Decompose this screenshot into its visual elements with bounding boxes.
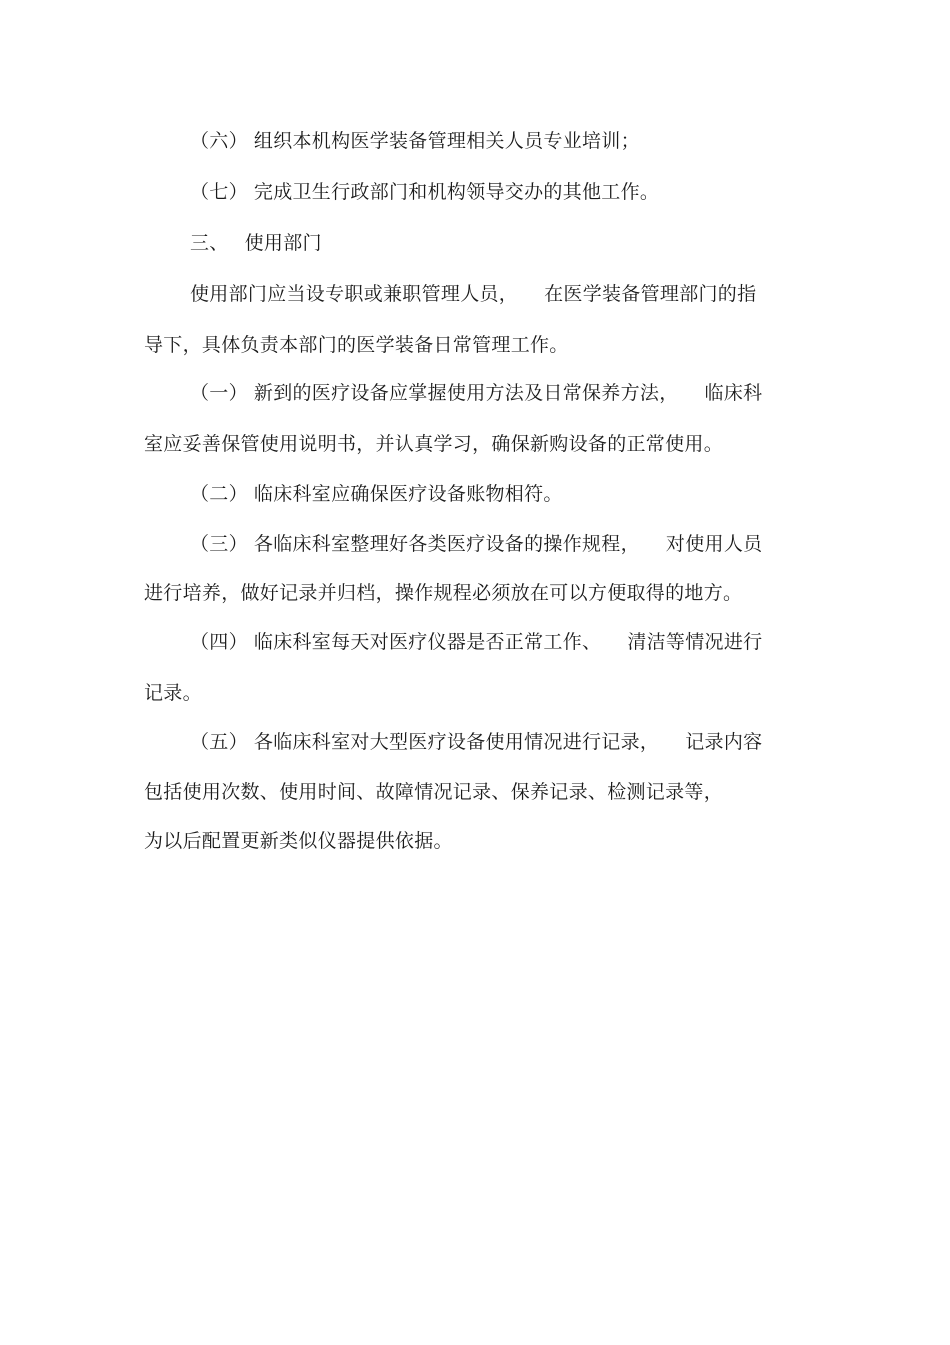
list-item-3-line-2: [144, 580, 742, 606]
item-text: 临床科室应确保医疗设备账物相符。: [253, 483, 563, 505]
item-marker: （二）: [190, 483, 248, 505]
item-marker: （七）: [190, 181, 248, 203]
item-marker: （五）: [190, 731, 248, 753]
item-text: 完成卫生行政部门和机构领导交办的其他工作。: [253, 181, 660, 203]
item-text-line2: 记录。: [144, 682, 202, 704]
list-item-3: [190, 531, 762, 557]
list-item-5: [190, 729, 762, 755]
list-item-4: [190, 629, 762, 655]
item-text-line3: 为以后配置更新类似仪器提供依据。: [144, 830, 453, 852]
item-text-cont: 记录内容: [685, 731, 763, 753]
intro-text-b: 在医学装备管理部门的指: [544, 283, 757, 305]
item-text-cont: 临床科: [704, 382, 763, 404]
item-text: 组织本机构医学装备管理相关人员专业培训；: [253, 130, 640, 152]
item-text-line2: 进行培养，做好记录并归档，操作规程必须放在可以方便取得的地方。: [144, 582, 743, 604]
item-text: 临床科室每天对医疗仪器是否正常工作、: [253, 631, 602, 653]
list-item-5-line-2: [144, 779, 723, 805]
list-item-1-line-2: [144, 431, 723, 457]
list-item-5-line-3: [144, 828, 453, 854]
list-item-4-line-2: [144, 680, 202, 706]
item-text-line2: 包括使用次数、使用时间、故障情况记录、保养记录、检测记录等，: [144, 781, 724, 803]
item-text-cont: 对使用人员: [665, 533, 763, 555]
list-item-6: [190, 128, 640, 154]
section-title: 使用部门: [244, 232, 322, 254]
intro-line-2: [144, 332, 569, 358]
section-heading: [190, 230, 322, 256]
item-text: 各临床科室对大型医疗设备使用情况进行记录，: [253, 731, 660, 753]
list-item-7: [190, 179, 659, 205]
intro-text-c: 导下，具体负责本部门的医学装备日常管理工作。: [144, 334, 569, 356]
item-marker: （三）: [190, 533, 248, 555]
item-text: 新到的医疗设备应掌握使用方法及日常保养方法，: [253, 382, 679, 404]
item-marker: （六）: [190, 130, 248, 152]
intro-line-1: [190, 281, 756, 307]
item-text-line2: 室应妥善保管使用说明书，并认真学习，确保新购设备的正常使用。: [144, 433, 724, 455]
item-marker: （一）: [190, 382, 248, 404]
item-text: 各临床科室整理好各类医疗设备的操作规程，: [253, 533, 640, 555]
list-item-2: [190, 481, 563, 507]
intro-text-a: 使用部门应当设专职或兼职管理人员，: [190, 283, 519, 305]
item-marker: （四）: [190, 631, 248, 653]
list-item-1: [190, 380, 762, 406]
section-number: 三、: [190, 232, 229, 254]
item-text-cont: 清洁等情况进行: [627, 631, 763, 653]
